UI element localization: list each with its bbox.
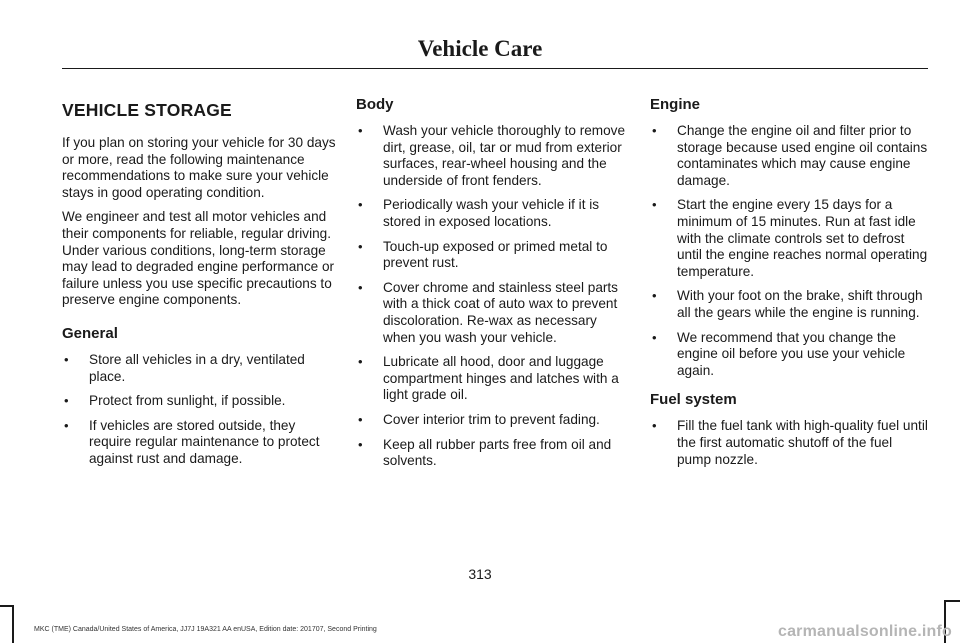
list-item xyxy=(62,393,337,410)
bullet-icon: • xyxy=(64,351,69,367)
bullet-icon: • xyxy=(652,329,657,345)
column-right xyxy=(650,92,928,476)
list-item xyxy=(650,288,928,321)
list-item-text: Store all vehicles in a dry, ventilated place. xyxy=(89,351,305,384)
watermark: carmanualsonline.info xyxy=(777,623,952,640)
bullet-list-fuel-system xyxy=(650,418,928,468)
list-item xyxy=(650,418,928,468)
list-item xyxy=(356,197,632,230)
list-item-text: Wash your vehicle thoroughly to remove dirt, grease, oil, tar or mud from exterior surfaces, rear-wheel housing and the underside of front fenders. xyxy=(383,123,626,188)
page-number: 313 xyxy=(468,566,492,582)
crop-mark-left-vertical xyxy=(12,606,14,643)
list-item-text: With your foot on the brake, shift through all the gears while the engine is running. xyxy=(677,288,923,320)
column-middle xyxy=(356,92,632,478)
bullet-list-engine xyxy=(650,123,928,379)
list-item xyxy=(356,412,632,429)
list-item-text: Start the engine every 15 days for a minimum of 15 minutes. Run at fast idle with the climate controls set to defrost until the engine reaches normal operating temperature. xyxy=(677,197,928,279)
subheading-fuel-system: Fuel system xyxy=(650,391,737,409)
list-item-text: Protect from sunlight, if possible. xyxy=(89,393,286,409)
paragraph: We engineer and test all motor vehicles and their components for reliable, regular driving. Under various conditions, long-term storage may lead to degraded engine performance or failure unless you use specific precautions to preserve engine components. xyxy=(62,209,335,308)
bullet-list-body xyxy=(356,123,632,470)
bullet-icon: • xyxy=(652,197,657,213)
bullet-icon: • xyxy=(64,393,69,409)
list-item xyxy=(650,123,928,189)
bullet-icon: • xyxy=(358,354,363,370)
list-item xyxy=(356,354,632,404)
subheading-body: Body xyxy=(356,96,394,113)
list-item-text: Cover interior trim to prevent fading. xyxy=(383,411,600,427)
header-divider xyxy=(62,68,928,69)
list-item-text: Cover chrome and stainless steel parts with a thick coat of auto wax to prevent discoloration. Re-wax as necessary when you wash your vehicle. xyxy=(383,279,618,345)
list-item xyxy=(356,123,632,189)
crop-mark-right-horizontal xyxy=(944,600,960,602)
list-item xyxy=(356,437,632,470)
bullet-icon: • xyxy=(358,279,363,295)
column-left xyxy=(62,92,337,476)
list-item-text: Touch-up exposed or primed metal to prevent rust. xyxy=(383,238,608,271)
list-item-text: Keep all rubber parts free from oil and solvents. xyxy=(383,436,612,469)
bullet-icon: • xyxy=(652,123,657,138)
edition-footer: MKC (TME) Canada/United States of America, JJ7J 19A321 AA enUSA, Edition date: 201707, Second Printing xyxy=(34,626,377,633)
list-item-text: If vehicles are stored outside, they require regular maintenance to protect against rust and damage. xyxy=(89,417,320,466)
bullet-icon: • xyxy=(358,197,363,213)
bullet-icon: • xyxy=(64,417,69,433)
list-item-text: Periodically wash your vehicle if it is stored in exposed locations. xyxy=(383,197,600,229)
list-item-text: Change the engine oil and filter prior to storage because used engine oil contains contaminates which may cause engine damage. xyxy=(677,123,928,188)
page-header-title: Vehicle Care xyxy=(417,36,543,61)
bullet-icon: • xyxy=(358,123,363,138)
bullet-list-general xyxy=(62,352,337,468)
list-item xyxy=(356,239,632,272)
paragraph: If you plan on storing your vehicle for 30 days or more, read the following maintenance recommendations to make sure your vehicle stays in good operating condition. xyxy=(62,135,336,200)
list-item-text: Lubricate all hood, door and luggage compartment hinges and latches with a light grade oil. xyxy=(383,354,619,403)
list-item-text: Fill the fuel tank with high-quality fuel until the first automatic shutoff of the fuel pump nozzle. xyxy=(677,418,928,467)
crop-mark-left-horizontal xyxy=(0,605,14,607)
subheading-general: General xyxy=(62,324,118,342)
list-item xyxy=(62,352,337,385)
bullet-icon: • xyxy=(652,288,657,304)
subheading-engine: Engine xyxy=(650,96,701,113)
bullet-icon: • xyxy=(358,238,363,254)
bullet-icon: • xyxy=(652,418,657,434)
bullet-icon: • xyxy=(358,411,363,427)
list-item xyxy=(356,280,632,346)
list-item xyxy=(62,418,337,468)
bullet-icon: • xyxy=(358,436,363,452)
section-heading-vehicle-storage: VEHICLE STORAGE xyxy=(62,100,232,120)
list-item-text: We recommend that you change the engine oil before you use your vehicle again. xyxy=(677,329,906,378)
list-item xyxy=(650,330,928,380)
list-item xyxy=(650,197,928,280)
